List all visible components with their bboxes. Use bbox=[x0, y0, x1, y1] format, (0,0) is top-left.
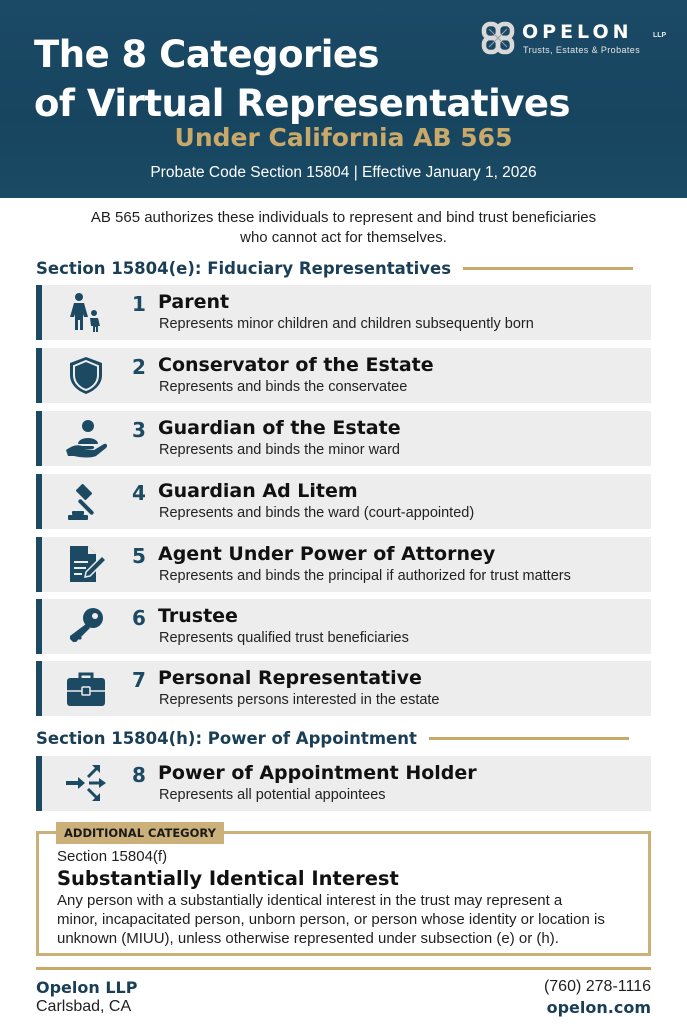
section-divider bbox=[463, 267, 633, 270]
logo-wordmark: OPELON bbox=[522, 21, 633, 43]
additional-title: Substantially Identical Interest bbox=[57, 867, 399, 890]
category-card-power-of-appointment bbox=[36, 756, 651, 811]
footer-firm-name: Opelon LLP bbox=[36, 978, 138, 997]
category-name: Guardian of the Estate bbox=[158, 417, 401, 439]
category-card-conservator bbox=[36, 348, 651, 403]
category-number: 3 bbox=[132, 418, 146, 442]
hand-holding-person-icon bbox=[64, 416, 108, 460]
shield-icon bbox=[64, 353, 108, 397]
category-name: Parent bbox=[158, 291, 230, 313]
category-number: 6 bbox=[132, 606, 146, 630]
category-card-agent-poa bbox=[36, 537, 651, 592]
additional-body-line-2: minor, incapacitated person, unborn person, or person whose identity or location is bbox=[57, 911, 605, 928]
additional-body-line-1: Any person with a substantially identical interest in the trust may represent a bbox=[57, 892, 563, 909]
title-line-1: The 8 Categories bbox=[34, 33, 380, 76]
footer-website-link[interactable]: opelon.com bbox=[546, 998, 651, 1017]
additional-section-ref: Section 15804(f) bbox=[57, 848, 168, 865]
footer-divider bbox=[36, 967, 651, 970]
title-line-2: of Virtual Representatives bbox=[34, 82, 571, 125]
section-heading-h bbox=[36, 726, 629, 750]
category-description: Represents minor children and children subsequently born bbox=[159, 316, 534, 332]
category-name: Guardian Ad Litem bbox=[158, 480, 358, 502]
category-card-parent bbox=[36, 285, 651, 340]
statute-meta: Probate Code Section 15804 | Effective January 1, 2026 bbox=[150, 164, 537, 181]
category-name: Power of Appointment Holder bbox=[158, 762, 477, 784]
category-card-guardian-ad-litem bbox=[36, 474, 651, 529]
category-number: 7 bbox=[132, 668, 146, 692]
category-description: Represents all potential appointees bbox=[159, 787, 386, 803]
additional-category-badge: ADDITIONAL CATEGORY bbox=[56, 822, 224, 844]
gavel-icon bbox=[64, 479, 108, 523]
interlocked-knot-icon bbox=[480, 20, 516, 56]
category-description: Represents and binds the conservatee bbox=[159, 379, 408, 395]
section-divider bbox=[429, 737, 629, 740]
parent-child-icon bbox=[64, 290, 108, 334]
category-name: Agent Under Power of Attorney bbox=[158, 543, 496, 565]
category-name: Personal Representative bbox=[158, 667, 422, 689]
category-number: 4 bbox=[132, 481, 146, 505]
category-card-personal-rep bbox=[36, 661, 651, 716]
category-name: Trustee bbox=[158, 605, 238, 627]
additional-body-line-3: unknown (MIUU), unless otherwise represented under subsection (e) or (h). bbox=[57, 930, 559, 947]
document-pen-icon bbox=[64, 542, 108, 586]
section-heading-label: Section 15804(e): Fiduciary Representatives bbox=[36, 258, 452, 278]
category-description: Represents and binds the ward (court-appointed) bbox=[159, 505, 475, 521]
category-name: Conservator of the Estate bbox=[158, 354, 434, 376]
section-heading-label: Section 15804(h): Power of Appointment bbox=[36, 728, 417, 748]
category-description: Represents qualified trust beneficiaries bbox=[159, 630, 409, 646]
logo-suffix: LLP bbox=[653, 32, 667, 39]
footer-phone[interactable]: (760) 278-1116 bbox=[543, 978, 651, 995]
section-heading-e bbox=[36, 256, 633, 280]
category-number: 8 bbox=[132, 763, 146, 787]
category-description: Represents persons interested in the estate bbox=[159, 692, 440, 708]
key-icon bbox=[64, 604, 108, 648]
opelon-logo bbox=[480, 20, 680, 60]
category-description: Represents and binds the minor ward bbox=[159, 442, 400, 458]
intro-line-2: who cannot act for themselves. bbox=[240, 229, 447, 246]
category-number: 5 bbox=[132, 544, 146, 568]
branching-arrows-icon bbox=[64, 761, 108, 805]
briefcase-icon bbox=[64, 666, 108, 710]
logo-tagline: Trusts, Estates & Probates bbox=[523, 45, 641, 55]
header-banner bbox=[0, 0, 687, 198]
additional-body bbox=[57, 891, 647, 948]
category-number: 1 bbox=[132, 292, 146, 316]
category-number: 2 bbox=[132, 355, 146, 379]
category-card-trustee bbox=[36, 599, 651, 654]
category-description: Represents and binds the principal if authorized for trust matters bbox=[159, 568, 571, 584]
page-subtitle: Under California AB 565 bbox=[174, 123, 513, 152]
category-card-guardian-estate bbox=[36, 411, 651, 466]
intro-text bbox=[0, 208, 687, 248]
footer-city: Carlsbad, CA bbox=[36, 998, 132, 1015]
intro-line-1: AB 565 authorizes these individuals to represent and bind trust beneficiaries bbox=[90, 209, 597, 226]
